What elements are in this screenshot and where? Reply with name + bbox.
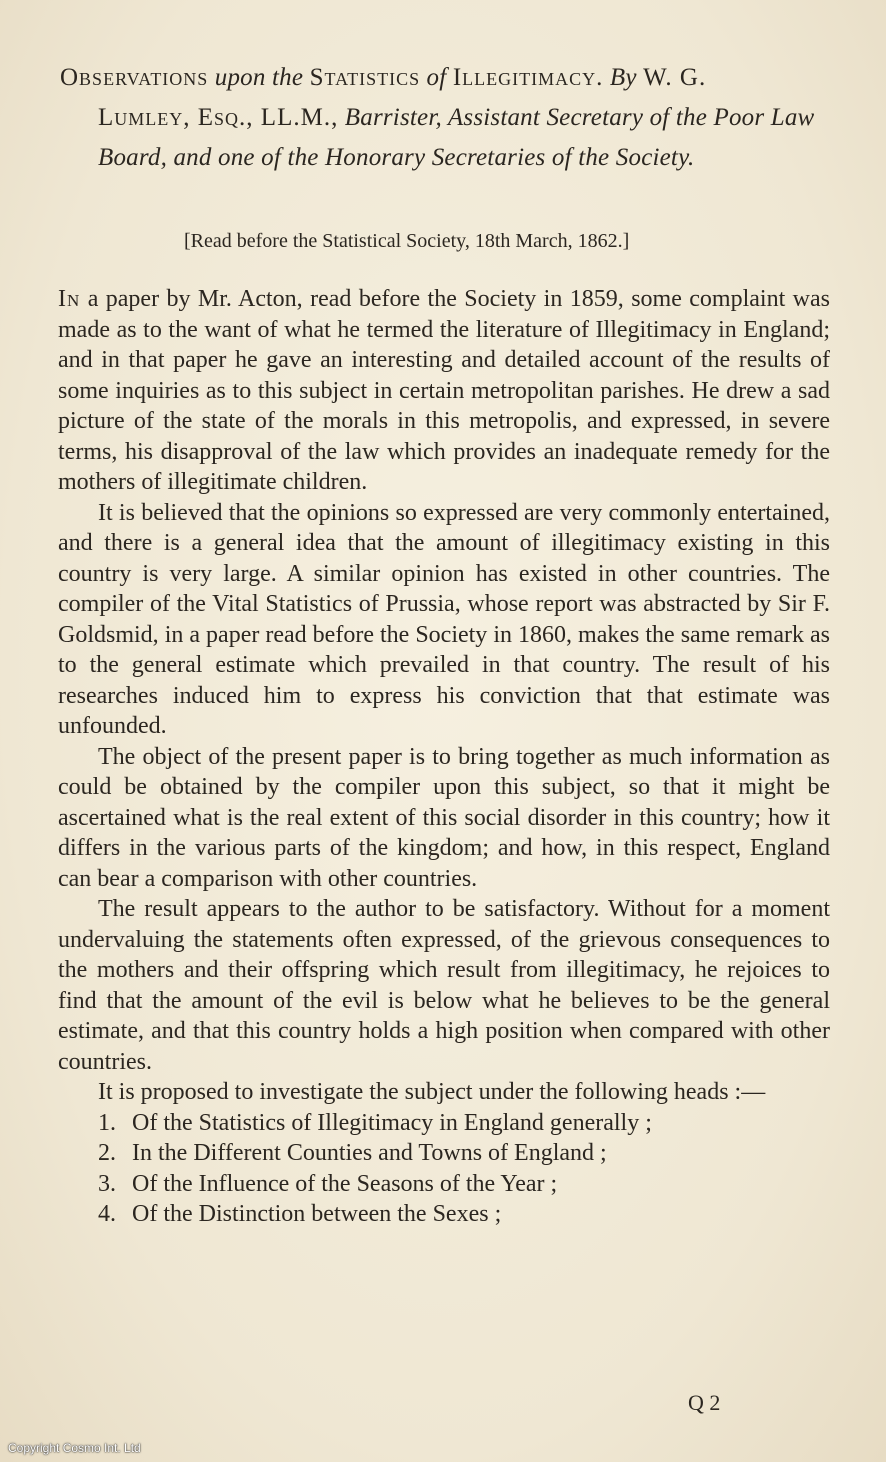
author-name: Lumley, Esq., LL.M., [98,104,339,131]
read-note: [Read before the Statistical Society, 18th March, 1862.] [184,230,630,252]
heads-list [58,1108,830,1230]
paragraph-text: a paper by Mr. Acton, read before the Society in 1859, some complaint was made as to the want of what he termed the literature of Illegitimacy in England; and in that paper he gave an interesting and detailed account of the results of some inquiries as to this subject in certain metropolitan parishes. He drew a sad picture of the state of the morals in this metropolis, and expressed, in severe terms, his disapproval of the law which provides an inadequate remedy for the mothers of illegitimate children. [58,286,830,495]
paragraph-3: The object of the present paper is to bring together as much information as could be obtained by the compiler upon this subject, so that it might be ascertained what is the real extent of this social disorder in this country; how it differs in the various parts of the kingdom; and how, in this respect, England can bear a comparison with other countries. [58,743,830,892]
list-text: In the Different Counties and Towns of England ; [132,1140,607,1166]
list-number: 1. [98,1109,116,1136]
copyright-watermark: Copyright Cosmo Int. Ltd [8,1441,141,1455]
list-item [58,1199,830,1230]
list-number: 4. [98,1201,116,1227]
drop-cap: In [58,286,81,312]
article-title [60,58,832,178]
list-item [58,1108,830,1139]
title-word: upon the [214,64,304,91]
title-word: Statistics [309,64,421,91]
title-word: W. G. [643,64,707,91]
title-word: Observations [60,64,209,91]
list-text: Of the Distinction between the Sexes ; [132,1201,502,1227]
title-author-block [60,98,832,178]
paragraph-5: It is proposed to investigate the subject under the following heads :— [98,1079,766,1105]
list-item [58,1169,830,1200]
author-society: Society. [615,144,695,171]
paragraph-1 [58,284,830,498]
title-word: of [426,64,447,91]
signature-mark: Q 2 [688,1390,721,1415]
paragraph-4: The result appears to the author to be satisfactory. Without for a moment undervaluing the statements often expressed, of the grievous consequences to the mothers and their offspring which result from illegitimacy, he rejoices to find that the amount of the evil is below what he believes to be the general estimate, and that this country holds a high position when compared with other countries. [58,896,830,1075]
paragraph-2: It is believed that the opinions so expressed are very commonly entertained, and there is a general idea that the amount of illegitimacy existing in this country is very large. A similar opinion has existed in other countries. The compiler of the Vital Statistics of Prussia, whose report was abstracted by Sir F. Goldsmid, in a paper read before the Society in 1860, makes the same remark as to the general estimate which prevailed in that country. The result of his researches induced him to express his conviction that that estimate was unfounded. [58,499,830,739]
list-item [58,1138,830,1169]
title-word: By [609,64,637,91]
list-number: 2. [98,1140,116,1166]
author-role: Barrister, Assistant Secretary of the [344,104,708,131]
body-text [58,284,830,1230]
author-role-cont: Poor Law Board, and one of the Honorary Secretaries of the [98,104,815,171]
list-text: Of the Statistics of Illegitimacy in England generally ; [132,1109,652,1136]
title-word: Illegitimacy. [452,64,604,91]
list-text: Of the Influence of the Seasons of the Year ; [132,1170,558,1197]
list-number: 3. [98,1170,116,1197]
